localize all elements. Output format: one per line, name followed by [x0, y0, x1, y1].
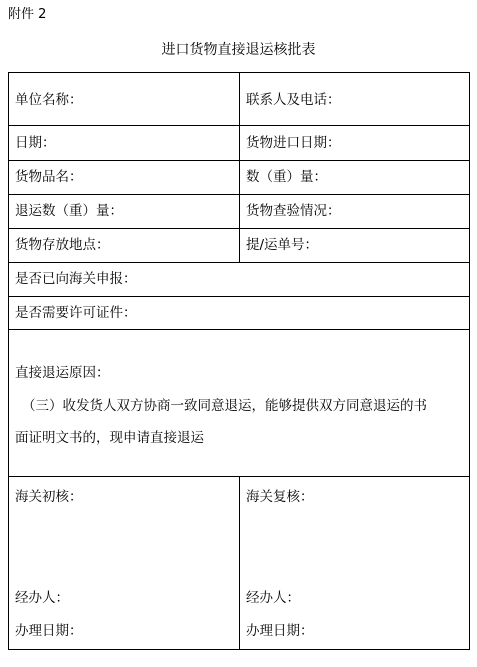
handle-date-label: 办理日期： — [246, 623, 314, 639]
approval-form-table — [8, 72, 470, 650]
quantity-cell — [239, 160, 470, 194]
import-date-cell — [239, 125, 470, 160]
storage-cell — [8, 228, 239, 262]
unit-name-cell — [8, 72, 239, 125]
declared-cell — [8, 262, 470, 296]
bill-no-cell — [239, 228, 470, 262]
final-review-cell — [239, 476, 470, 650]
reason-line-2: 面证明文书的，现申请直接退运 — [15, 430, 204, 446]
bill-no-label: 提/运单号： — [246, 237, 319, 253]
form-title: 进口货物直接退运核批表 — [161, 42, 316, 58]
goods-name-label: 货物品名： — [15, 169, 83, 185]
declared-label: 是否已向海关申报： — [15, 271, 137, 287]
initial-review-label: 海关初核： — [15, 489, 83, 505]
storage-label: 货物存放地点： — [15, 237, 110, 253]
unit-name-label: 单位名称： — [15, 92, 83, 108]
attachment-label: 附件 2 — [8, 7, 47, 22]
return-quantity-label: 退运数（重）量： — [15, 203, 123, 219]
handle-date-label: 办理日期： — [15, 623, 83, 639]
import-date-label: 货物进口日期： — [246, 135, 341, 151]
inspection-label: 货物查验情况： — [246, 203, 341, 219]
contact-cell — [239, 72, 470, 125]
license-cell — [8, 296, 470, 329]
return-quantity-cell — [8, 194, 239, 228]
license-label: 是否需要许可证件： — [15, 305, 137, 321]
date-cell — [8, 125, 239, 160]
handler-label: 经办人： — [246, 590, 300, 606]
final-review-label: 海关复核： — [246, 489, 314, 505]
reason-cell — [8, 329, 470, 476]
quantity-label: 数（重）量： — [246, 169, 327, 185]
initial-review-cell — [8, 476, 239, 650]
contact-label: 联系人及电话： — [246, 92, 341, 108]
handler-label: 经办人： — [15, 590, 69, 606]
inspection-cell — [239, 194, 470, 228]
goods-name-cell — [8, 160, 239, 194]
reason-heading: 直接退运原因： — [15, 365, 110, 381]
reason-line-1: （三）收发货人双方协商一致同意退运，能够提供双方同意退运的书 — [22, 398, 427, 414]
date-label: 日期： — [15, 135, 56, 151]
